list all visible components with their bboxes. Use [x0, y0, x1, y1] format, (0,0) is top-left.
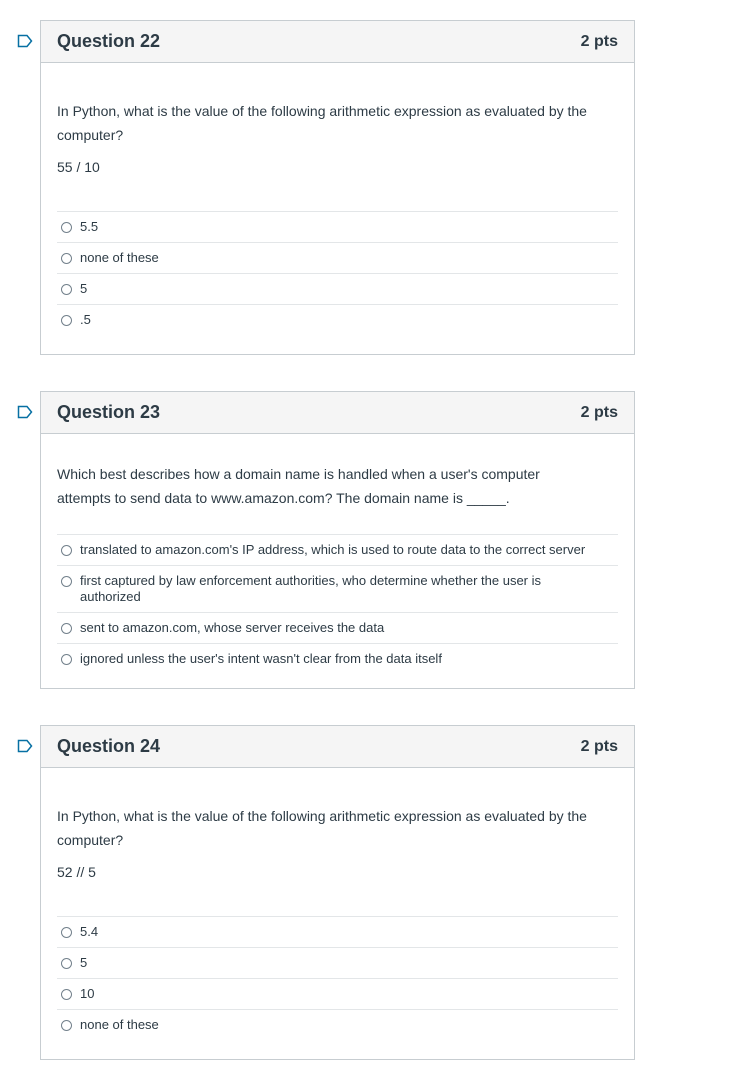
question-text: In Python, what is the value of the following arithmetic expression as evaluated by the computer?	[57, 808, 587, 848]
answer-label: 5	[80, 281, 88, 296]
answer-option[interactable]	[57, 1010, 618, 1040]
answer-option[interactable]	[57, 274, 618, 305]
question-expression: 52 // 5	[57, 864, 96, 880]
answer-list	[57, 211, 618, 335]
answer-label: first captured by law enforcement authorities, who determine whether the user is authorized	[80, 573, 542, 604]
answer-label: 10	[80, 986, 95, 1001]
answer-label: sent to amazon.com, whose server receives the data	[80, 620, 385, 635]
question-points: 2 pts	[580, 32, 618, 50]
question-body	[41, 768, 634, 1056]
answer-option[interactable]	[57, 948, 618, 979]
answer-option[interactable]	[57, 535, 618, 566]
answer-label: 5.4	[80, 924, 99, 939]
answer-option[interactable]	[57, 979, 618, 1010]
question-title: Question 22	[57, 31, 161, 51]
question-points: 2 pts	[580, 737, 618, 755]
answer-option[interactable]	[57, 305, 618, 335]
question-text: Which best describes how a domain name is handled when a user's computer attempts to send data to www.amazon.com? The domain name is _____.	[57, 466, 540, 506]
radio-button[interactable]	[61, 927, 72, 938]
question-header	[41, 392, 634, 434]
flag-question-icon[interactable]	[17, 739, 33, 753]
question-expression: 55 / 10	[57, 159, 100, 175]
question-body	[41, 434, 634, 690]
question-header	[41, 21, 634, 63]
radio-button[interactable]	[61, 576, 72, 587]
question-24	[40, 725, 635, 1060]
answer-option[interactable]	[57, 613, 618, 644]
answer-label: none of these	[80, 1017, 159, 1032]
radio-button[interactable]	[61, 654, 72, 665]
answer-list	[57, 534, 618, 674]
radio-button[interactable]	[61, 989, 72, 1000]
radio-button[interactable]	[61, 315, 72, 326]
question-body	[41, 63, 634, 351]
question-title: Question 24	[57, 736, 161, 756]
flag-question-icon[interactable]	[17, 34, 33, 48]
radio-button[interactable]	[61, 1020, 72, 1031]
question-title: Question 23	[57, 402, 161, 422]
answer-label: .5	[80, 312, 91, 327]
answer-label: none of these	[80, 250, 159, 265]
answer-option[interactable]	[57, 243, 618, 274]
question-23	[40, 391, 635, 689]
radio-button[interactable]	[61, 222, 72, 233]
answer-option[interactable]	[57, 917, 618, 948]
answer-label: 5.5	[80, 219, 99, 234]
question-22	[40, 20, 635, 355]
answer-list	[57, 916, 618, 1040]
answer-label: 5	[80, 955, 88, 970]
radio-button[interactable]	[61, 253, 72, 264]
answer-option[interactable]	[57, 566, 618, 613]
answer-option[interactable]	[57, 212, 618, 243]
radio-button[interactable]	[61, 284, 72, 295]
question-header	[41, 726, 634, 768]
question-text: In Python, what is the value of the following arithmetic expression as evaluated by the computer?	[57, 103, 587, 143]
answer-label: translated to amazon.com's IP address, which is used to route data to the correct server	[80, 542, 586, 557]
radio-button[interactable]	[61, 623, 72, 634]
question-points: 2 pts	[580, 403, 618, 421]
radio-button[interactable]	[61, 545, 72, 556]
answer-label: ignored unless the user's intent wasn't clear from the data itself	[80, 651, 442, 666]
flag-question-icon[interactable]	[17, 405, 33, 419]
answer-option[interactable]	[57, 644, 618, 674]
radio-button[interactable]	[61, 958, 72, 969]
